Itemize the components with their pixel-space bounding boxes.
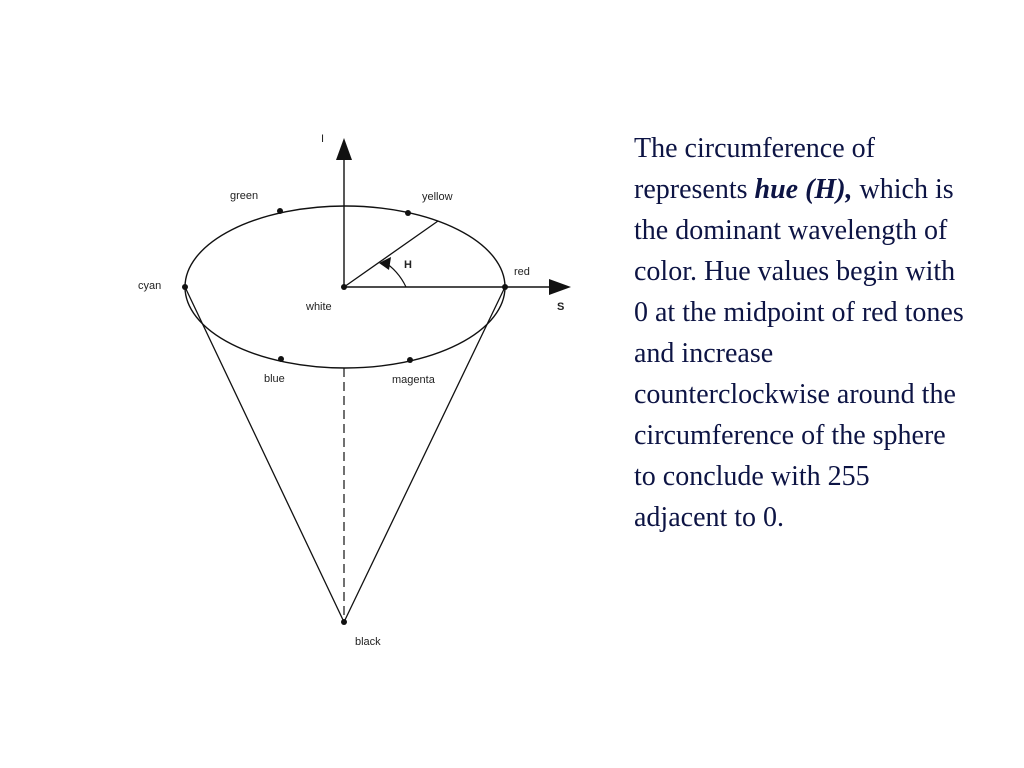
label-hue-angle: H: [404, 259, 412, 271]
description-text-start: The circumference of represents: [634, 133, 875, 205]
point-blue: [278, 356, 284, 362]
label-blue: blue: [264, 373, 285, 385]
label-magenta: magenta: [392, 374, 435, 386]
point-yellow: [405, 210, 411, 216]
label-intensity-axis: I: [321, 133, 325, 145]
hue-radius-line: [344, 221, 438, 287]
description-emphasis-hue: hue (H),: [754, 174, 853, 205]
point-red: [502, 284, 508, 290]
hue-description: [634, 128, 964, 538]
point-green: [277, 208, 283, 214]
point-cyan: [182, 284, 188, 290]
intensity-arrow-head: [336, 138, 352, 160]
label-yellow: yellow: [422, 191, 453, 203]
label-cyan: cyan: [138, 280, 162, 292]
point-black: [341, 619, 347, 625]
label-green: green: [230, 190, 259, 202]
cone-left-edge: [185, 287, 344, 622]
point-magenta: [407, 357, 413, 363]
cone-right-edge: [344, 287, 505, 622]
point-white: [341, 284, 347, 290]
saturation-arrow-head: [549, 279, 571, 295]
label-black: black: [355, 636, 381, 648]
label-saturation-axis: S: [557, 301, 565, 313]
label-red: red: [514, 266, 530, 278]
label-white: white: [306, 301, 332, 313]
description-text-end: which is the dominant wavelength of color. Hue values begin with 0 at the midpoint of red tones and increase counterclockwise around the circumference of the sphere to conclude with 255 adjacent to 0.: [634, 174, 964, 533]
